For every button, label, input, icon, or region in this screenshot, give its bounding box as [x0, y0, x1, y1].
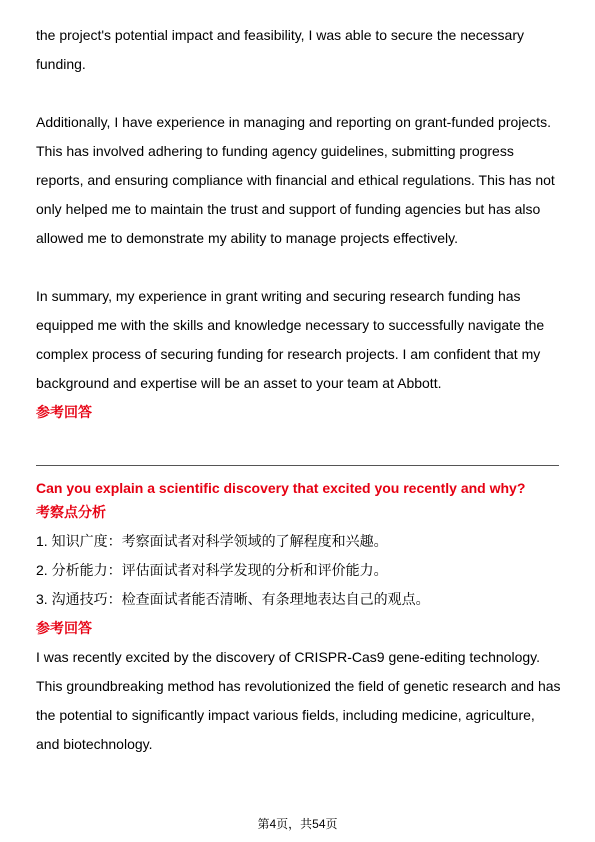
analysis-points-list — [36, 527, 562, 614]
analysis-heading: 考察点分析 — [36, 504, 106, 520]
question-title: Can you explain a scientific discovery that excited you recently and why? — [36, 480, 526, 496]
page-number-footer: 第4页，共54页 — [257, 817, 338, 831]
paragraph-grant-management: Additionally, I have experience in managing and reporting on grant-funded projects. This has involved adhering to funding agency guidelines, submitting progress reports, and ensuring compliance with financial and ethical regulations. This has not only helped me to maintain the trust and support of funding agencies but has also allowed me to demonstrate my ability to manage projects effectively. — [36, 114, 555, 246]
paragraph-gap — [36, 253, 562, 282]
paragraph-summary: In summary, my experience in grant writing and securing research funding has equipped me with the skills and knowledge necessary to successfully navigate the complex process of securing funding for research projects. I am confident that my background and expertise will be an asset to your team at Abbott. — [36, 288, 545, 391]
previous-answer-section — [36, 21, 562, 427]
section-divider — [36, 465, 559, 466]
analysis-point: 2. 分析能力：评估面试者对科学发现的分析和评价能力。 — [36, 562, 388, 578]
reference-answer-heading: 参考回答 — [36, 620, 92, 636]
reference-answer-heading: 参考回答 — [36, 404, 92, 420]
answer-paragraph: I was recently excited by the discovery of CRISPR-Cas9 gene-editing technology. This groundbreaking method has revolutionized the field of genetic research and has the potential to significantly impact various fields, including medicine, agriculture, and biotechnology. — [36, 649, 561, 752]
analysis-point: 1. 知识广度：考察面试者对科学领域的了解程度和兴趣。 — [36, 533, 388, 549]
question-section — [36, 478, 562, 759]
paragraph-gap — [36, 79, 562, 108]
analysis-point: 3. 沟通技巧：检查面试者能否清晰、有条理地表达自己的观点。 — [36, 591, 430, 607]
paragraph-funding-continuation: the project's potential impact and feasibility, I was able to secure the necessary funding. — [36, 27, 525, 72]
